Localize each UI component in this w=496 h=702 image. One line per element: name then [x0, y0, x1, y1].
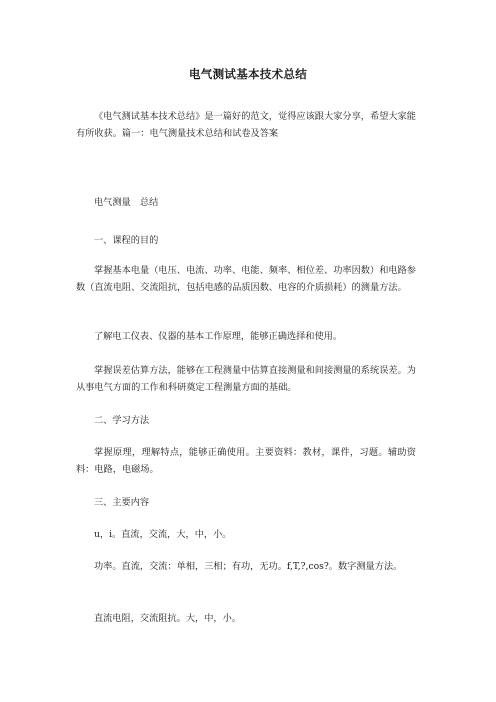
heading-study-method: 二、学习方法 — [94, 415, 150, 426]
document-title: 电气测试基本技术总结 — [189, 67, 307, 81]
paragraph-measurement-methods: 掌握基本电量（电压、电流、功率、电能、频率、相位差、功率因数）和电路参数（直流电阻、交流阻抗，包括电感的品质因数、电容的介质损耗）的测量方法。 — [76, 265, 416, 293]
intro-paragraph: 《电气测试基本技术总结》是一篇好的范文，觉得应该跟大家分享，希望大家能有所收获。篇一：电气测量技术总结和试卷及答案 — [76, 111, 416, 139]
heading-course-purpose: 一、课程的目的 — [94, 235, 159, 246]
paragraph-instruments: 了解电工仪表、仪器的基本工作原理，能够正确选择和使用。 — [94, 331, 343, 342]
heading-main-content: 三、主要内容 — [94, 497, 150, 508]
paragraph-error-estimation: 掌握误差估算方法，能够在工程测量中估算直接测量和间接测量的系统误差。为从事电气方面的工作和科研奠定工程测量方面的基础。 — [76, 365, 416, 393]
paragraph-study-materials: 掌握原理，理解特点，能够正确使用。主要资料：教材，课件，习题。辅助资料：电路，电磁场。 — [76, 447, 416, 475]
paragraph-resistance-impedance: 直流电阻，交流阻抗。大，中，小。 — [94, 613, 241, 624]
paragraph-voltage-current: u，i。直流，交流，大，中，小。 — [94, 529, 232, 540]
section-title: 电气测量 总结 — [94, 197, 159, 208]
paragraph-power: 功率。直流，交流：单相，三相；有功，无功。f,T,?,cos?。数字测量方法。 — [94, 561, 403, 572]
